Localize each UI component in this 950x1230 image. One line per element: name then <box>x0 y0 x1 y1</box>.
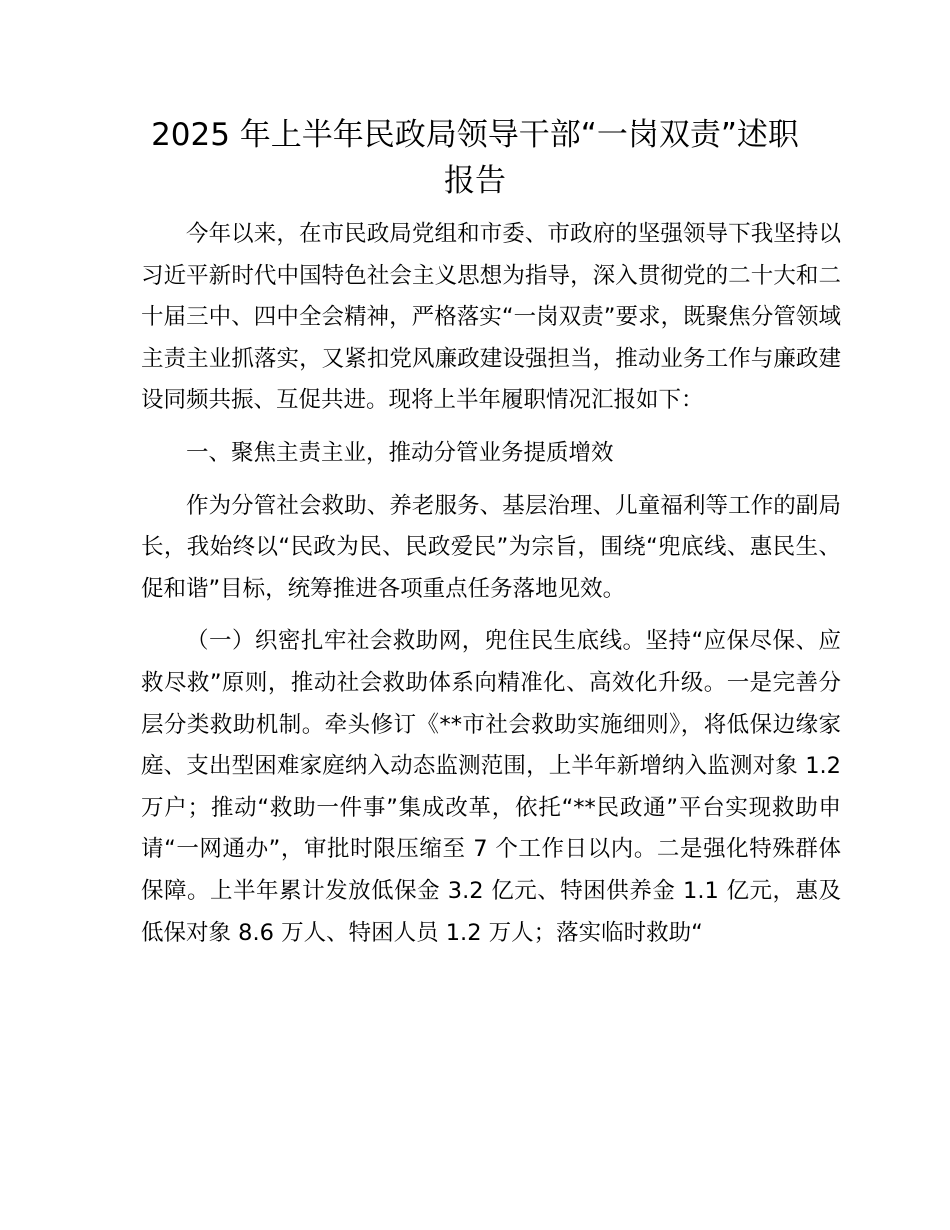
section-heading: 一、聚焦主责主业，推动分管业务提质增效 <box>186 439 614 466</box>
subsection-paragraph: （一）织密扎牢社会救助网，兜住民生底线。坚持“应保尽保、应救尽救”原则，推动社会救助体系向精准化、高效化升级。一是完善分层分类救助机制。牵头修订《**市社会救助实施细则》，将低保边缘家庭、支出型困难家庭纳入动态监测范围，上半年新增纳入监测对象 1.2 万户；推动“救助一件事”集成改革，依托“**民政通”平台实现救助申请“一网通办”，审批时限压缩至 7 个工作日以内。二是强化特殊群体保障。上半年累计发放低保金 3.2 亿元、特困供养金 1.1 亿元，惠及低保对象 8.6 万人、特困人员 1.2 万人；落实临时救助“ <box>141 628 841 946</box>
document-title: 2025 年上半年民政局领导干部“一岗双责”述职报告 <box>151 117 799 199</box>
section-intro-paragraph: 作为分管社会救助、养老服务、基层治理、儿童福利等工作的副局长，我始终以“民政为民、民政爱民”为宗旨，围绕“兜底线、惠民生、促和谐”目标，统筹推进各项重点任务落地见效。 <box>141 492 841 602</box>
document-body <box>141 214 841 954</box>
intro-paragraph: 今年以来，在市民政局党组和市委、市政府的坚强领导下我坚持以习近平新时代中国特色社会主义思想为指导，深入贯彻党的二十大和二十届三中、四中全会精神，严格落实“一岗双责”要求，既聚焦分管领域主责主业抓落实，又紧扣党风廉政建设强担当，推动业务工作与廉政建设同频共振、互促共进。现将上半年履职情况汇报如下： <box>141 221 841 414</box>
